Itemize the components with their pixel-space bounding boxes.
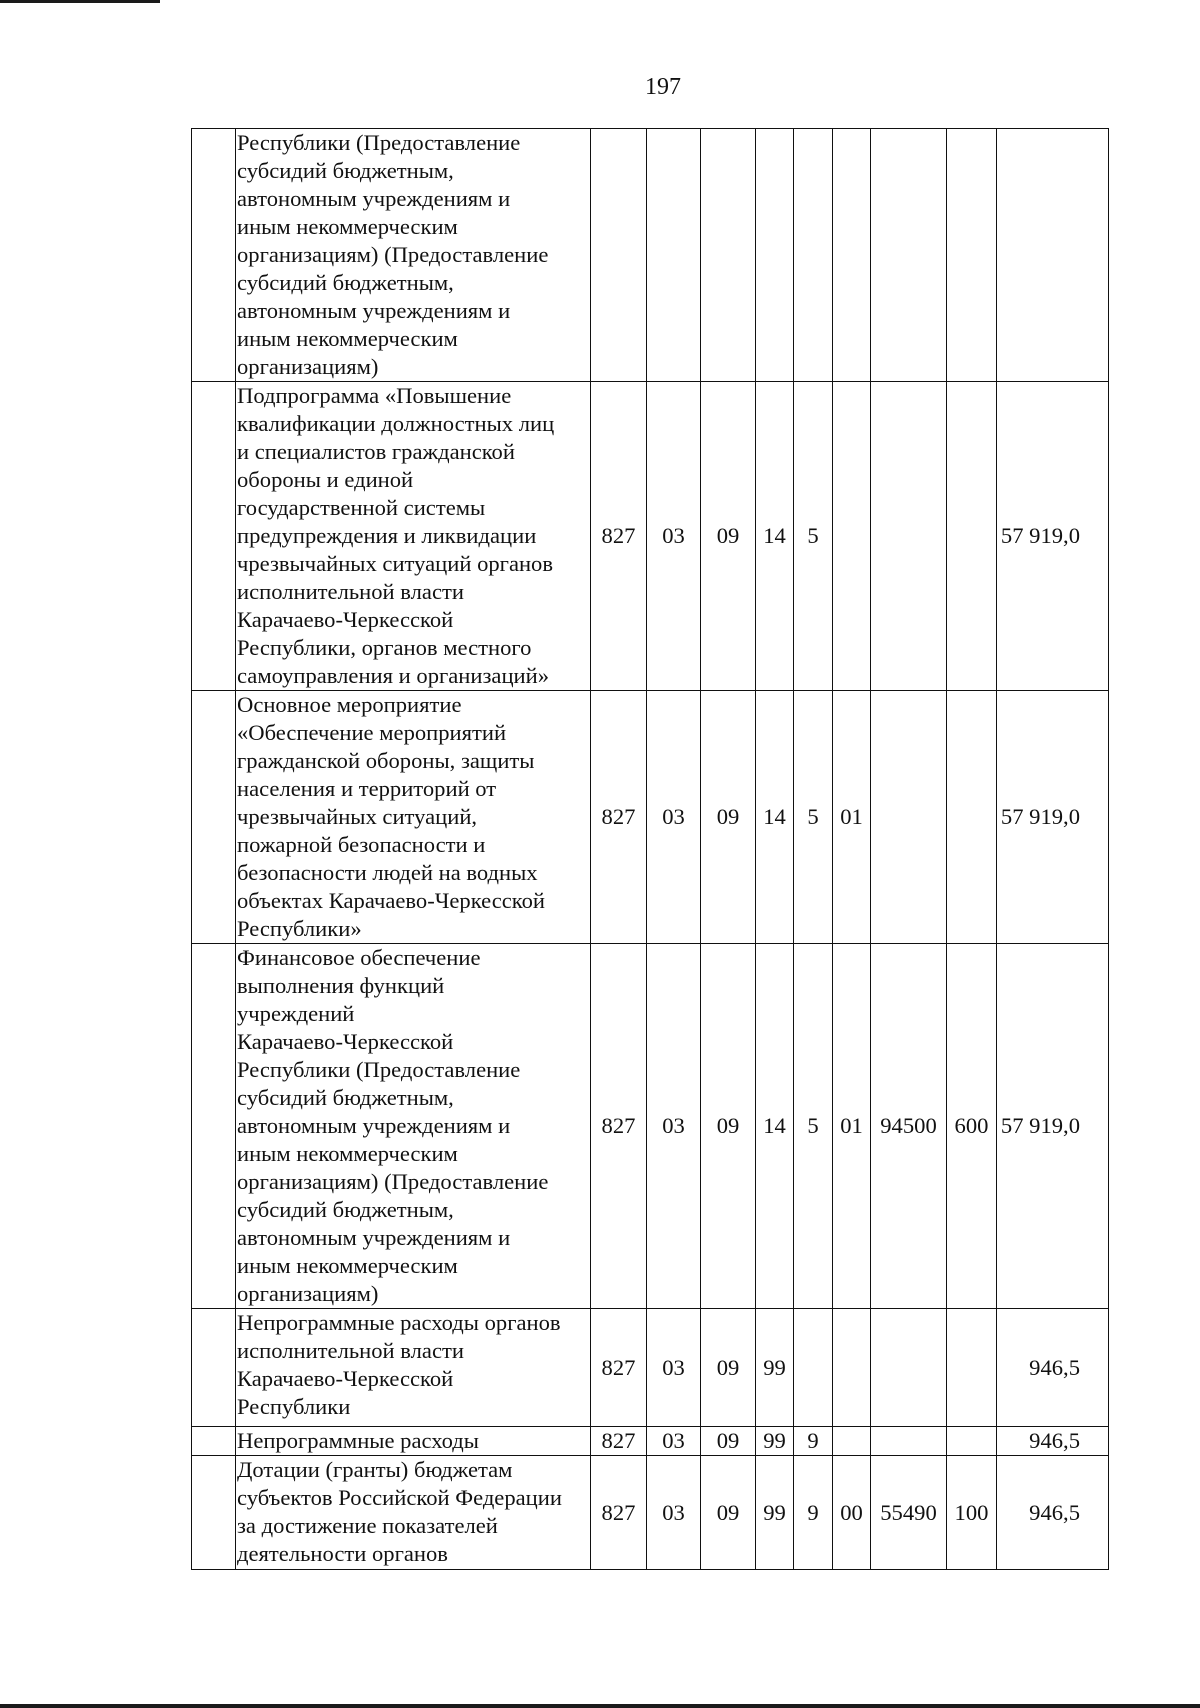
name-line: субсидий бюджетным, [237,270,454,295]
row-marker-cell [192,1309,236,1427]
subsection-code-cell: 09 [701,944,756,1309]
subsection-code-cell: 09 [701,691,756,944]
scan-edge-top [0,0,160,3]
subprogram-code-cell: 5 [794,382,833,691]
subprogram-code-cell [794,129,833,382]
table-row [192,1427,1109,1456]
program-code-cell: 14 [756,691,794,944]
event-code-cell: 01 [833,691,871,944]
row-name-cell [236,691,591,944]
name-line: объектах Карачаево-Черкесской [237,888,546,913]
name-line: Республики (Предоставление [237,1057,521,1082]
direction-code-cell [871,691,947,944]
name-line: учреждений [237,1001,355,1026]
name-line: Республики, органов местного [237,635,532,660]
ministry-code-cell: 827 [591,1427,647,1456]
name-line: иным некоммерческим [237,214,458,239]
event-code-cell: 00 [833,1456,871,1570]
program-code-cell [756,129,794,382]
subprogram-code-cell [794,1309,833,1427]
name-line: гражданской обороны, защиты [237,748,535,773]
row-marker-cell [192,129,236,382]
sum-cell: 946,5 [997,1427,1109,1456]
program-code-cell: 99 [756,1309,794,1427]
table-row [192,691,1109,944]
name-line: автономным учреждениям и [237,1113,511,1138]
event-code-cell [833,129,871,382]
name-line: квалификации должностных лиц [237,411,555,436]
page-number: 197 [645,74,681,100]
name-line: самоуправления и организаций» [237,663,550,688]
name-line: населения и территорий от [237,776,497,801]
name-line: субсидий бюджетным, [237,1085,454,1110]
subsection-code-cell: 09 [701,382,756,691]
row-name-cell [236,129,591,382]
sum-cell: 946,5 [997,1456,1109,1570]
name-line: Подпрограмма «Повышение [237,383,512,408]
row-name-cell [236,1309,591,1427]
name-line: «Обеспечение мероприятий [237,720,507,745]
expense-type-code-cell [947,129,997,382]
name-line: за достижение показателей [237,1513,498,1538]
subprogram-code-cell: 9 [794,1427,833,1456]
direction-code-cell [871,382,947,691]
subprogram-code-cell: 5 [794,691,833,944]
name-line: Дотации (гранты) бюджетам [237,1457,513,1482]
row-marker-cell [192,691,236,944]
section-code-cell: 03 [647,1427,701,1456]
program-code-cell: 99 [756,1456,794,1570]
event-code-cell: 01 [833,944,871,1309]
name-line: Карачаево-Черкесской [237,1366,454,1391]
name-line: субъектов Российской Федерации [237,1485,562,1510]
row-marker-cell [192,1427,236,1456]
name-line: обороны и единой [237,467,414,492]
name-line: организациям) (Предоставление [237,1169,549,1194]
expense-type-code-cell [947,382,997,691]
name-line: иным некоммерческим [237,326,458,351]
name-line: автономным учреждениям и [237,186,511,211]
subsection-code-cell: 09 [701,1309,756,1427]
table-row [192,129,1109,382]
name-line: Республики [237,1394,351,1419]
subprogram-code-cell: 5 [794,944,833,1309]
ministry-code-cell: 827 [591,1456,647,1570]
name-line: автономным учреждениям и [237,298,511,323]
name-line: иным некоммерческим [237,1253,458,1278]
ministry-code-cell: 827 [591,691,647,944]
name-line: субсидий бюджетным, [237,158,454,183]
section-code-cell: 03 [647,691,701,944]
name-line: чрезвычайных ситуаций, [237,804,478,829]
name-line: Республики» [237,916,362,941]
scan-edge-bottom [0,1704,1200,1708]
row-marker-cell [192,1456,236,1570]
row-marker-cell [192,382,236,691]
table-row [192,944,1109,1309]
sum-cell: 57 919,0 [997,691,1109,944]
event-code-cell [833,382,871,691]
name-line: деятельности органов [237,1541,448,1566]
name-line: Карачаево-Черкесской [237,607,454,632]
row-marker-cell [192,944,236,1309]
name-line: Основное мероприятие [237,692,462,717]
event-code-cell [833,1309,871,1427]
subsection-code-cell: 09 [701,1456,756,1570]
table-row [192,382,1109,691]
name-line: чрезвычайных ситуаций органов [237,551,554,576]
ministry-code-cell: 827 [591,944,647,1309]
direction-code-cell [871,1427,947,1456]
name-line: выполнения функций [237,973,445,998]
name-line: Карачаево-Черкесской [237,1029,454,1054]
sum-cell: 57 919,0 [997,944,1109,1309]
row-name-cell [236,382,591,691]
name-line: организациям) (Предоставление [237,242,549,267]
name-line: субсидий бюджетным, [237,1197,454,1222]
name-line: Финансовое обеспечение [237,945,481,970]
name-line: организациям) [237,1281,379,1306]
name-line: Непрограммные расходы органов [237,1310,561,1335]
table-row [192,1456,1109,1570]
name-line: государственной системы [237,495,486,520]
program-code-cell: 99 [756,1427,794,1456]
expense-type-code-cell [947,1309,997,1427]
row-name-cell [236,1427,591,1456]
section-code-cell [647,129,701,382]
ministry-code-cell [591,129,647,382]
name-line: Непрограммные расходы [237,1428,479,1453]
name-line: автономным учреждениям и [237,1225,511,1250]
section-code-cell: 03 [647,1456,701,1570]
direction-code-cell [871,129,947,382]
name-line: исполнительной власти [237,579,464,604]
name-line: иным некоммерческим [237,1141,458,1166]
sum-cell: 946,5 [997,1309,1109,1427]
ministry-code-cell: 827 [591,1309,647,1427]
direction-code-cell: 94500 [871,944,947,1309]
sum-cell [997,129,1109,382]
name-line: предупреждения и ликвидации [237,523,537,548]
budget-table [191,128,1109,1570]
section-code-cell: 03 [647,1309,701,1427]
name-line: пожарной безопасности и [237,832,486,857]
section-code-cell: 03 [647,944,701,1309]
section-code-cell: 03 [647,382,701,691]
name-line: Республики (Предоставление [237,130,521,155]
expense-type-code-cell [947,691,997,944]
row-name-cell [236,1456,591,1570]
program-code-cell: 14 [756,382,794,691]
subsection-code-cell [701,129,756,382]
name-line: и специалистов гражданской [237,439,515,464]
expense-type-code-cell: 600 [947,944,997,1309]
name-line: безопасности людей на водных [237,860,538,885]
event-code-cell [833,1427,871,1456]
direction-code-cell: 55490 [871,1456,947,1570]
subsection-code-cell: 09 [701,1427,756,1456]
sum-cell: 57 919,0 [997,382,1109,691]
row-name-cell [236,944,591,1309]
name-line: организациям) [237,354,379,379]
program-code-cell: 14 [756,944,794,1309]
name-line: исполнительной власти [237,1338,464,1363]
direction-code-cell [871,1309,947,1427]
subprogram-code-cell: 9 [794,1456,833,1570]
expense-type-code-cell [947,1427,997,1456]
expense-type-code-cell: 100 [947,1456,997,1570]
ministry-code-cell: 827 [591,382,647,691]
table-row [192,1309,1109,1427]
